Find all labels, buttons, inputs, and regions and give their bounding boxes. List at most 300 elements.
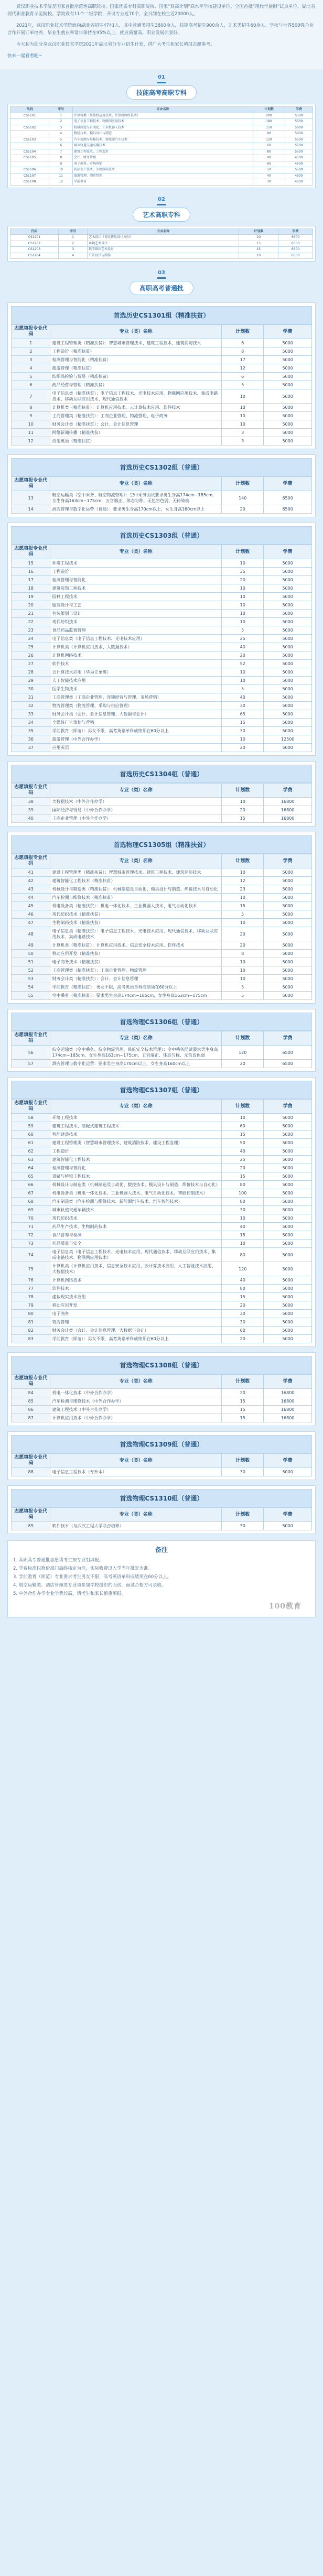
table-row	[12, 643, 312, 651]
count-cell: 10	[222, 593, 264, 601]
count-cell: 15	[222, 1293, 264, 1301]
note-line: 2. 学费标准以物价部门最终核定为准，实际收费以入学当年批复为准。	[13, 1566, 153, 1571]
fee-cell: 5000	[264, 568, 312, 576]
fee-cell: 5000	[264, 1206, 312, 1214]
table-cell: 10	[49, 167, 73, 173]
fee-cell: 5000	[264, 429, 312, 437]
group-table	[11, 1453, 312, 1476]
fee-cell: 5000	[264, 1248, 312, 1262]
table-row	[10, 241, 313, 247]
fee-cell: 6500	[264, 1060, 312, 1068]
code-cell: 73	[12, 1240, 50, 1248]
table-cell: CS1104	[10, 149, 49, 155]
table-row	[12, 702, 312, 710]
code-cell: 57	[12, 1060, 50, 1068]
table-row	[12, 635, 312, 643]
count-cell: 6	[222, 339, 264, 347]
fee-cell: 5000	[264, 1156, 312, 1164]
fee-cell: 5000	[264, 1310, 312, 1318]
count-cell: 40	[222, 1223, 264, 1231]
count-cell: 50	[222, 1139, 264, 1147]
table-cell: 6500	[278, 235, 313, 241]
count-cell: 10	[222, 966, 264, 975]
column-header: 计划数	[253, 107, 285, 113]
major-cell: 电子商务	[50, 1310, 222, 1318]
fee-cell: 5000	[264, 1181, 312, 1189]
table-row	[12, 1327, 312, 1335]
column-header: 代码	[10, 229, 59, 235]
code-cell: 88	[12, 1468, 50, 1476]
note-line: 3. 学前教育（师范）专业要求考生男女不限，高考英语单科成绩须在60分以上。	[13, 1574, 172, 1580]
code-cell: 23	[12, 626, 50, 635]
table-cell	[10, 161, 49, 167]
table-row	[12, 941, 312, 950]
count-cell: 15	[222, 719, 264, 727]
column-header: 专业名称	[73, 107, 253, 113]
count-cell: 10	[222, 735, 264, 744]
fee-cell: 5000	[264, 744, 312, 752]
art-table	[10, 229, 313, 259]
code-cell: 27	[12, 660, 50, 668]
group-table	[11, 1031, 312, 1068]
table-row	[12, 1223, 312, 1231]
table-cell: CS1106	[10, 167, 49, 173]
code-cell: 44	[12, 894, 50, 902]
table-row	[12, 983, 312, 992]
table-cell: 2	[49, 119, 73, 125]
code-cell: 37	[12, 744, 50, 752]
count-cell: 5	[222, 983, 264, 992]
intro-paragraph: 2021年，武汉职业技术学院面向湖北省招生4741人，其中普通类招生3800余人，技能高考招生900余人，艺术类招生60余人。学校与世界500强企业合作开展订单培养，毕业生就业率常年保持在95%以上，就业质量高、职业发展前景好。	[7, 23, 314, 36]
count-cell: 23	[222, 885, 264, 894]
major-cell: 网络新闻传播（精准扶贫）	[50, 429, 222, 437]
count-cell: 15	[222, 1414, 264, 1422]
code-cell: 61	[12, 1139, 50, 1147]
table-row	[12, 491, 312, 505]
code-cell: 70	[12, 1214, 50, 1223]
major-cell: 电子信息类（电子信息工程技术、光电技术应用、现代通信技术、移动互联应用技术、集成电路技术、物联网应用技术）	[50, 1248, 222, 1262]
code-cell: 63	[12, 1156, 50, 1164]
column-header-count: 计划数	[222, 545, 264, 559]
code-cell: 6	[12, 381, 50, 389]
table-cell	[10, 143, 49, 149]
major-cell: 电子信息类（精准扶贫）：电子信息工程技术、光电技术应用、现代通信技术、移动互联应用技术、集成电路技术	[50, 927, 222, 941]
group-table	[11, 545, 312, 752]
count-cell: 65	[222, 710, 264, 719]
table-cell: 10	[239, 253, 278, 259]
major-cell: 国际经济与贸易（中外合作办学）	[50, 806, 222, 814]
fee-cell: 5000	[264, 1468, 312, 1476]
code-cell: 75	[12, 1262, 50, 1276]
table-row	[12, 373, 312, 381]
major-cell: 财务会计类（会计、会计信息管理、大数据与会计）	[50, 1327, 222, 1335]
count-cell: 25	[222, 635, 264, 643]
table-row	[10, 167, 313, 173]
table-cell: 药品生产技术、生物制药技术	[73, 167, 253, 173]
count-cell: 15	[222, 814, 264, 823]
note-line: 5. 中外合作办学专业学费较高，请考生和家长慎重填报。	[13, 1591, 126, 1596]
group-table	[11, 324, 312, 445]
major-cell: 工程造价（精准扶贫）	[50, 347, 222, 356]
fee-cell: 5000	[264, 559, 312, 568]
column-header-major: 专业（类）名称	[50, 1508, 222, 1522]
count-cell: 35	[222, 568, 264, 576]
count-cell: 10	[222, 798, 264, 806]
enrollment-group-card	[7, 1485, 316, 1534]
fee-cell: 5000	[264, 702, 312, 710]
fee-cell: 5000	[264, 420, 312, 429]
major-cell: 物流管理	[50, 1318, 222, 1327]
table-cell: 城市轨道交通车辆技术	[73, 143, 253, 149]
fee-cell: 5000	[264, 347, 312, 356]
table-row	[10, 235, 313, 241]
code-cell: 49	[12, 941, 50, 950]
code-cell: 42	[12, 877, 50, 885]
table-row	[12, 593, 312, 601]
count-cell: 40	[222, 643, 264, 651]
count-cell: 20	[222, 927, 264, 941]
code-cell: 18	[12, 584, 50, 593]
watermark	[13, 1600, 310, 1612]
table-row	[12, 1293, 312, 1301]
header-row	[12, 325, 312, 339]
code-cell: 85	[12, 1397, 50, 1406]
code-cell: 50	[12, 950, 50, 958]
table-row	[12, 814, 312, 823]
table-row	[12, 868, 312, 877]
count-cell: 15	[222, 1131, 264, 1139]
major-cell: 学前教育（精准扶贫）：男女不限，高考英语单科成绩须在60分以上	[50, 983, 222, 992]
code-cell: 33	[12, 710, 50, 719]
fee-cell: 5000	[264, 593, 312, 601]
table-cell: 7	[49, 149, 73, 155]
major-cell: 药品经营与管理（精准扶贫）	[50, 381, 222, 389]
group-title: 首选历史CS1302组（普通）	[11, 458, 312, 476]
code-cell: 89	[12, 1522, 50, 1530]
column-header-major: 专业（类）名称	[50, 477, 222, 491]
count-cell: 20	[222, 505, 264, 514]
table-row	[12, 364, 312, 373]
column-header: 序号	[49, 107, 73, 113]
count-cell: 20	[222, 806, 264, 814]
major-cell: 财务会计类（精准扶贫）：会计、会计信息管理	[50, 420, 222, 429]
count-cell: 15	[222, 902, 264, 910]
code-cell: 15	[12, 559, 50, 568]
major-cell: 工商管理类（精准扶贫）：工商企业管理、物流管理、电子商务	[50, 412, 222, 420]
major-cell: 计算机网络技术	[50, 1276, 222, 1285]
column-header-count: 计划数	[222, 854, 264, 868]
major-cell: 软件技术（与武汉工程大学联合培养）	[50, 1522, 222, 1530]
code-cell: 19	[12, 593, 50, 601]
count-cell: 80	[222, 1285, 264, 1293]
table-cell: 60	[253, 143, 285, 149]
column-header-fee: 学费	[264, 1454, 312, 1468]
table-cell: 50	[253, 167, 285, 173]
count-cell: 15	[222, 1406, 264, 1414]
table-cell: 4	[58, 253, 87, 259]
major-cell: 应用英语（精准扶贫）	[50, 437, 222, 445]
table-cell: 学前教育	[73, 179, 253, 186]
code-cell: 34	[12, 719, 50, 727]
fee-cell: 16800	[264, 1414, 312, 1422]
major-cell: 服装设计与工艺	[50, 601, 222, 610]
count-cell: 12	[222, 364, 264, 373]
table-cell: 15	[239, 241, 278, 247]
major-cell: 软件技术	[50, 660, 222, 668]
fee-cell: 5000	[264, 685, 312, 693]
count-cell: 20	[222, 1389, 264, 1397]
major-cell: 工商企业管理（中外合作办学）	[50, 814, 222, 823]
code-cell: 52	[12, 966, 50, 975]
table-row	[12, 1139, 312, 1147]
code-cell: 16	[12, 568, 50, 576]
count-cell: 40	[222, 1276, 264, 1285]
column-header: 代码	[10, 107, 49, 113]
table-row	[10, 247, 313, 253]
code-cell: 9	[12, 412, 50, 420]
table-cell: 4500	[285, 173, 313, 179]
column-header-count: 计划数	[222, 1375, 264, 1389]
fee-cell: 5000	[264, 877, 312, 885]
fee-cell: 16800	[264, 1397, 312, 1406]
fee-cell: 5000	[264, 941, 312, 950]
table-row	[12, 950, 312, 958]
column-header-major: 专业（类）名称	[50, 1100, 222, 1114]
group-table	[11, 1374, 312, 1422]
table-cell: 9	[49, 161, 73, 167]
code-cell: 22	[12, 618, 50, 626]
code-cell: 20	[12, 601, 50, 610]
count-cell: 20	[222, 576, 264, 584]
table-row	[12, 927, 312, 941]
notes-list	[13, 1557, 310, 1597]
fee-cell: 16800	[264, 1389, 312, 1397]
enrollment-group-card	[7, 454, 316, 517]
count-cell: 30	[222, 702, 264, 710]
header-row	[12, 1508, 312, 1522]
count-cell: 10	[222, 1214, 264, 1223]
major-cell: 药品质量与安全	[50, 1240, 222, 1248]
table-cell: 1	[49, 113, 73, 119]
major-cell: 机电设备类（机电一体化技术、工业机器人技术、电气自动化技术、智能控制技术）	[50, 1189, 222, 1198]
group-table	[11, 854, 312, 1000]
table-row	[12, 877, 312, 885]
count-cell: 10	[222, 420, 264, 429]
table-row	[12, 1240, 312, 1248]
table-row	[12, 1147, 312, 1156]
header-row	[12, 1375, 312, 1389]
table-row	[12, 1248, 312, 1262]
column-header-fee: 学费	[264, 1375, 312, 1389]
table-row	[12, 559, 312, 568]
table-cell: CS1107	[10, 173, 49, 179]
header-row	[12, 1031, 312, 1046]
section-title: 技能高考高职专科	[126, 85, 197, 100]
count-cell: 10	[222, 618, 264, 626]
notes-card	[7, 1540, 316, 1618]
major-cell: 计算机类（计算机应用技术、大数据技术）	[50, 643, 222, 651]
table-row	[12, 1172, 312, 1181]
table-row	[12, 618, 312, 626]
fee-cell: 5000	[264, 381, 312, 389]
code-cell: 82	[12, 1327, 50, 1335]
fee-cell: 16800	[264, 806, 312, 814]
code-cell: 79	[12, 1301, 50, 1310]
code-cell: 4	[12, 364, 50, 373]
table-row	[12, 1276, 312, 1285]
header-row	[12, 1454, 312, 1468]
table-cell: CS1108	[10, 179, 49, 186]
fee-cell: 5000	[264, 693, 312, 702]
column-header-code: 志愿填报专业代码	[12, 1454, 50, 1468]
table-row	[12, 677, 312, 685]
count-cell: 20	[222, 1301, 264, 1310]
group-title: 首选历史CS1303组（普通）	[11, 526, 312, 545]
count-cell: 30	[222, 1468, 264, 1476]
fee-cell: 5000	[264, 919, 312, 927]
group-table	[11, 783, 312, 823]
watermark-logo: 100教育	[268, 1602, 302, 1611]
section-divider	[157, 277, 166, 279]
code-cell: 30	[12, 685, 50, 693]
intro-paragraph: 武汉职业技术学院是国家首批示范性高职院校、国家优质专科高职院校、国家“双高计划”高水平学校建设单位、全国首批“现代学徒制”试点单位，湖北省现代职业教育示范院校。学院设有11个二级学院，开设专业近70个，全日制在校生近20000人。	[7, 4, 316, 17]
count-cell: 40	[222, 693, 264, 702]
major-cell: 建筑工程技术（中外合作办学）	[50, 1406, 222, 1414]
count-cell: 20	[222, 744, 264, 752]
table-row	[12, 1198, 312, 1206]
intro	[0, 0, 323, 69]
major-cell: 包装策划与设计	[50, 610, 222, 618]
major-cell: 现代纺织技术（精准扶贫）	[50, 910, 222, 919]
table-cell: 5500	[285, 149, 313, 155]
fee-cell: 5000	[264, 727, 312, 735]
table-cell: 4500	[285, 179, 313, 186]
table-row	[12, 992, 312, 1000]
table-row	[12, 610, 312, 618]
count-cell: 20	[222, 1060, 264, 1068]
fee-cell: 5000	[264, 437, 312, 445]
column-header-major: 专业（类）名称	[50, 854, 222, 868]
fee-cell: 5000	[264, 927, 312, 941]
table-row	[12, 1206, 312, 1214]
code-cell: 2	[12, 347, 50, 356]
table-cell: CS1105	[10, 155, 49, 161]
count-cell: 5	[222, 910, 264, 919]
intro-cta: 快来一起看看吧~	[7, 53, 42, 59]
table-row	[12, 339, 312, 347]
major-cell: 建筑智能化工程技术	[50, 1156, 222, 1164]
fee-cell: 5000	[264, 1147, 312, 1156]
major-cell: 建设工程管理类（智慧城市管理技术、建筑消防技术、建设工程监理）	[50, 1139, 222, 1147]
table-row	[10, 149, 313, 155]
table-cell: 5000	[285, 125, 313, 131]
table-cell: 3	[58, 247, 87, 253]
table-row	[12, 710, 312, 719]
major-cell: 机电一体化技术（中外合作办学）	[50, 1389, 222, 1397]
enrollment-groups	[0, 302, 323, 1534]
fee-cell: 5000	[264, 1285, 312, 1293]
column-header-fee: 学费	[264, 545, 312, 559]
count-cell: 5	[222, 626, 264, 635]
table-cell: 5500	[285, 113, 313, 119]
fee-cell: 5000	[264, 1276, 312, 1285]
table-cell: 80	[253, 149, 285, 155]
table-cell: 环境艺术设计	[88, 241, 239, 247]
fee-cell: 16800	[264, 1406, 312, 1414]
major-cell: 药品生产技术、生物制药技术	[50, 1223, 222, 1231]
code-cell: 71	[12, 1223, 50, 1231]
table-cell: CS1103	[10, 137, 49, 143]
count-cell: 30	[222, 1318, 264, 1327]
major-cell: 智能建造技术	[50, 1131, 222, 1139]
table-cell: 广告设计与制作	[88, 253, 239, 259]
major-cell: 工程造价	[50, 1147, 222, 1156]
code-cell: 54	[12, 983, 50, 992]
count-cell: 10	[222, 958, 264, 966]
major-cell: 人工智能技术应用	[50, 677, 222, 685]
table-row	[12, 1468, 312, 1476]
major-cell: 计算机应用技术（中外合作办学）	[50, 1414, 222, 1422]
column-header-fee: 学费	[264, 1508, 312, 1522]
table-cell: CS1102	[10, 125, 49, 131]
fee-cell: 5000	[264, 635, 312, 643]
code-cell: 74	[12, 1248, 50, 1262]
major-cell: 虚拟现实技术应用	[50, 1293, 222, 1301]
count-cell: 10	[222, 601, 264, 610]
code-cell: 13	[12, 491, 50, 505]
note-line: 1. 高职高专普通批志愿请考生按专业组填报。	[13, 1558, 104, 1563]
count-cell: 120	[222, 1262, 264, 1276]
major-cell: 计算机网络技术	[50, 651, 222, 660]
table-cell: 8	[49, 155, 73, 161]
code-cell: 12	[12, 437, 50, 445]
column-header-major: 专业（类）名称	[50, 784, 222, 798]
section-number: 02	[158, 196, 165, 202]
table-cell	[10, 119, 49, 125]
major-cell: 机械设计与制造类（精准扶贫）：机械制造及自动化、模具设计与制造、焊接技术与自动化	[50, 885, 222, 894]
fee-cell: 5000	[264, 1172, 312, 1181]
major-cell: 城市轨道交通车辆技术	[50, 1206, 222, 1214]
table-row	[12, 1214, 312, 1223]
fee-cell: 5000	[264, 339, 312, 347]
section-head-1	[0, 69, 323, 102]
code-cell: 83	[12, 1335, 50, 1343]
table-row	[12, 685, 312, 693]
major-cell: 建设工程管理类（精准扶贫）：智慧城市管理技术、建筑工程技术、建筑消防技术	[50, 339, 222, 347]
table-cell: 6	[49, 143, 73, 149]
code-cell: 56	[12, 1046, 50, 1060]
fee-cell: 5000	[264, 885, 312, 894]
table-cell: 数字媒体艺术设计	[88, 247, 239, 253]
section-number: 03	[158, 270, 165, 276]
table-row	[10, 161, 313, 167]
table-cell: 4500	[285, 161, 313, 167]
table-row	[10, 125, 313, 131]
fee-cell: 5000	[264, 643, 312, 651]
table-row	[12, 975, 312, 983]
count-cell: 80	[222, 1181, 264, 1189]
column-header-major: 专业（类）名称	[50, 1031, 222, 1046]
enrollment-group-card	[7, 1352, 316, 1426]
code-cell: 14	[12, 505, 50, 514]
code-cell: 86	[12, 1406, 50, 1414]
count-cell: 12	[222, 877, 264, 885]
count-cell: 20	[222, 941, 264, 950]
major-cell: 旅游管理（精准扶贫）	[50, 364, 222, 373]
table-row	[12, 1262, 312, 1276]
table-cell: 5	[49, 137, 73, 143]
column-header: 学费	[285, 107, 313, 113]
